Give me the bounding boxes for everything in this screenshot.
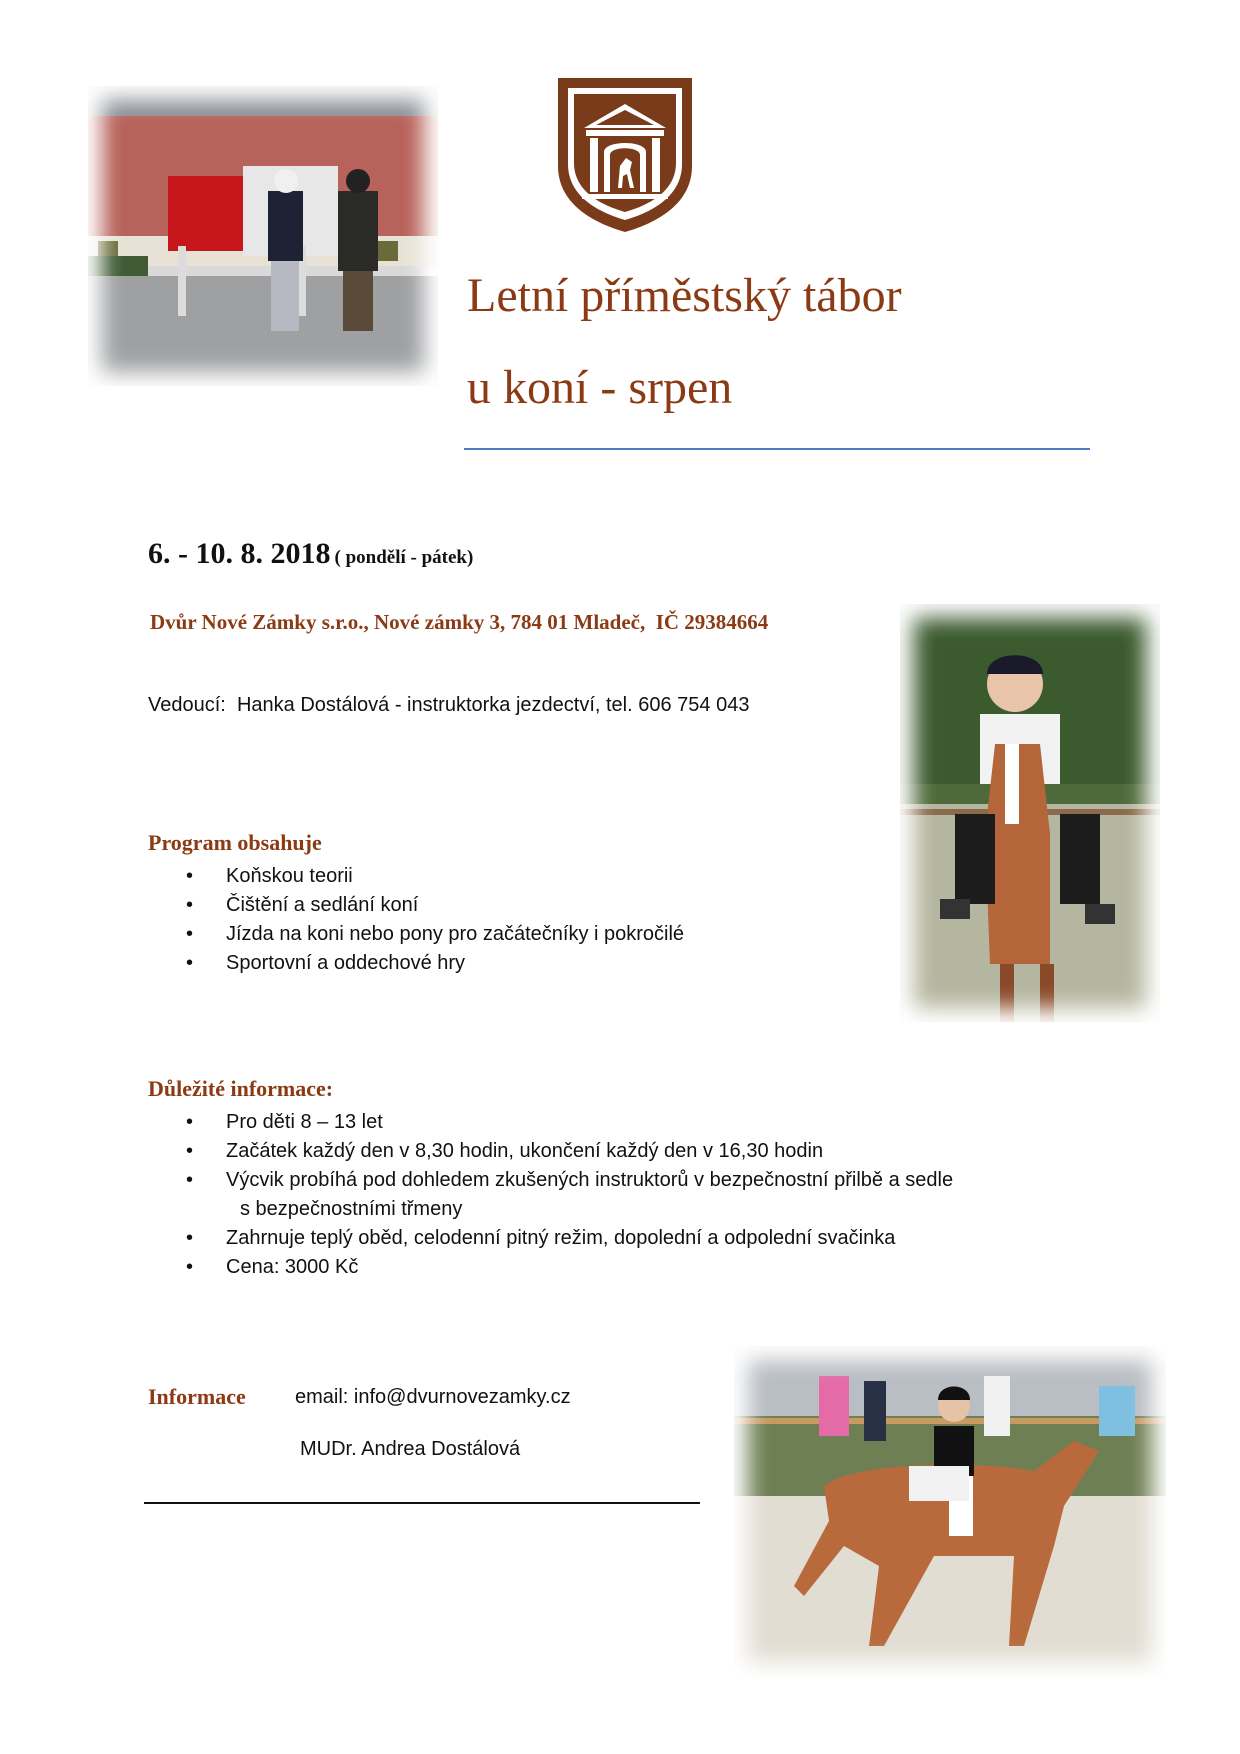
list-item-text: Zahrnuje teplý oběd, celodenní pitný režim, dopolední a odpolední svačinka [226, 1227, 896, 1249]
list-item: • Koňskou teorii [186, 865, 353, 887]
contact-divider [144, 1502, 700, 1504]
important-list [150, 1108, 1050, 1282]
list-item-text: Začátek každý den v 8,30 hodin, ukončení každý den v 16,30 hodin [226, 1140, 824, 1162]
logo-icon [552, 70, 698, 236]
list-item-text: Pro děti 8 – 13 let [226, 1111, 383, 1133]
contact-person: MUDr. Andrea Dostálová [300, 1438, 521, 1460]
date-line [148, 537, 473, 571]
date-main: 6. - 10. 8. 2018 [148, 537, 331, 570]
list-item-text: Výcvik probíhá pod dohledem zkušených instruktorů v bezpečnostní přilbě a sedle [226, 1169, 954, 1191]
list-item: • Pro děti 8 – 13 let [186, 1111, 383, 1133]
program-heading: Program obsahuje [148, 830, 322, 855]
leader-line: Vedoucí: Hanka Dostálová - instruktorka jezdectví, tel. 606 754 043 [148, 694, 750, 716]
date-days: ( pondělí - pátek) [334, 547, 474, 568]
list-item: • Cena: 3000 Kč [186, 1256, 359, 1278]
list-item-text: Cena: 3000 Kč [226, 1256, 359, 1278]
organizer-address: Dvůr Nové Zámky s.r.o., Nové zámky 3, 784 01 Mladeč, IČ 29384664 [150, 610, 769, 634]
program-list [150, 862, 870, 978]
list-item-text: Koňskou teorii [226, 865, 353, 887]
list-item: • Jízda na koni nebo pony pro začátečníky i pokročilé [186, 923, 685, 945]
list-item: • Sportovní a oddechové hry [186, 952, 466, 974]
important-heading: Důležité informace: [148, 1076, 334, 1101]
photo-girls-with-horse [88, 86, 438, 386]
photo-girl-on-pony [900, 604, 1160, 1022]
list-item: • Zahrnuje teplý oběd, celodenní pitný režim, dopolední a odpolední svačinka [186, 1227, 896, 1249]
list-item-text: Sportovní a oddechové hry [226, 952, 466, 974]
contact-email[interactable]: email: info@dvurnovezamky.cz [295, 1386, 571, 1408]
title-line-1: Letní příměstský tábor [467, 269, 902, 322]
title-line-2: u koní - srpen [467, 361, 733, 414]
list-item-text: Čištění a sedlání koní [226, 894, 419, 916]
list-item-text: s bezpečnostními třmeny [240, 1198, 463, 1220]
list-item: • Začátek každý den v 8,30 hodin, ukončení každý den v 16,30 hodin [186, 1140, 824, 1162]
contact-label: Informace [148, 1384, 246, 1409]
title-underline [464, 448, 1090, 450]
list-item: • Čištění a sedlání koní [186, 894, 419, 916]
list-item-text: Jízda na koni nebo pony pro začátečníky i pokročilé [226, 923, 685, 945]
logo-shield [552, 70, 698, 236]
list-item-continuation [150, 1195, 1050, 1224]
photo-dressage-pony [734, 1346, 1166, 1676]
list-item: • Výcvik probíhá pod dohledem zkušených instruktorů v bezpečnostní přilbě a sedle [186, 1169, 954, 1191]
